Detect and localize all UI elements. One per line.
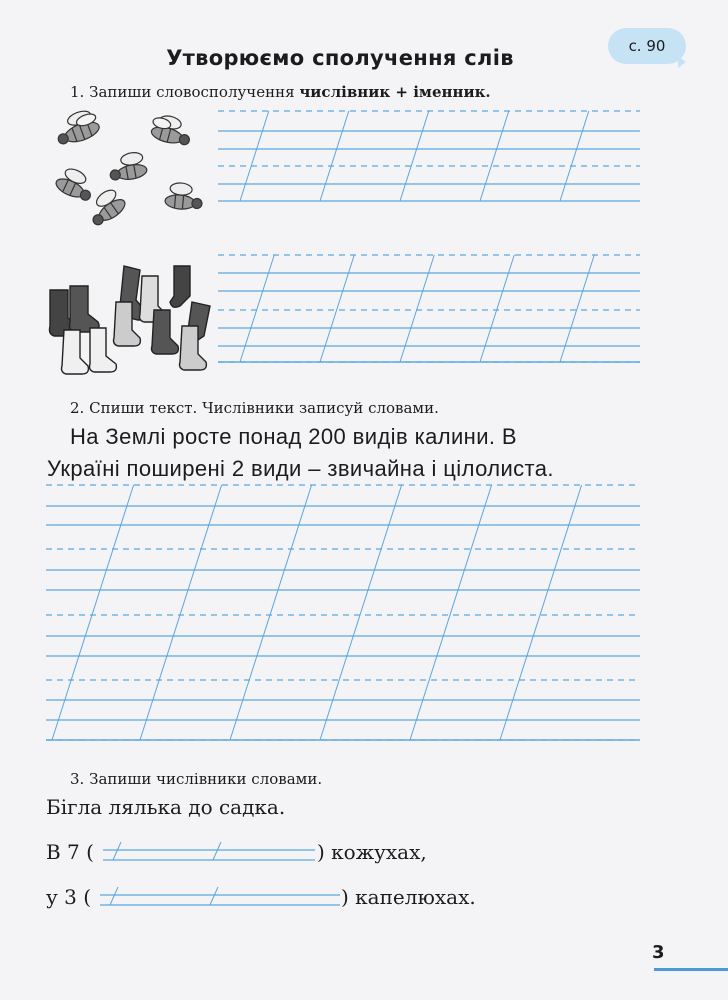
task-3-poem-line-2-suffix: ) кожухах, — [317, 840, 427, 864]
task-2-text-line-2: Україні поширені 2 види – звичайна і цілолиста. — [47, 456, 554, 481]
task-2-instruction — [70, 399, 439, 417]
page-reference-badge: с. 90 — [608, 28, 686, 64]
ruling-line — [240, 111, 269, 201]
ruling-line — [500, 485, 582, 740]
bees-icon — [42, 110, 212, 235]
task-3-poem-line-3-prefix: у 3 ( — [46, 885, 92, 909]
ruling-line — [320, 485, 402, 740]
task-3-text: Запиши числівники словами. — [89, 770, 323, 788]
ruling-line — [140, 485, 222, 740]
task-3-poem-line-2-prefix: В 7 ( — [46, 840, 94, 864]
task-1-bold-text: числівник + іменник. — [299, 83, 491, 101]
socks-icon — [42, 262, 217, 377]
task-1-instruction — [70, 83, 491, 101]
page-number: 3 — [652, 942, 665, 963]
page-title: Утворюємо сполучення слів — [166, 46, 514, 70]
task-3-number: 3. — [70, 770, 85, 788]
ruling-line — [400, 111, 429, 201]
task-1-text: Запиши словосполучення — [89, 83, 300, 101]
task-1-number: 1. — [70, 83, 85, 101]
ruling-line — [52, 485, 134, 740]
answer-blank-7[interactable] — [100, 838, 315, 864]
ruling-line — [410, 485, 492, 740]
badge-tail — [678, 56, 686, 68]
ruling-line — [560, 111, 589, 201]
ruling-line — [480, 111, 509, 201]
task-3-poem-line-1: Бігла лялька до садка. — [46, 795, 286, 819]
page-number-bar — [654, 968, 728, 971]
answer-blank-3[interactable] — [98, 883, 338, 909]
task-3-poem-line-3-suffix: ) капелюхах. — [341, 885, 476, 909]
task-2-text-line-1: На Землі росте понад 200 видів калини. В — [70, 424, 517, 449]
ruling-line — [320, 111, 349, 201]
ruling-line — [230, 485, 312, 740]
task-2-text: Спиши текст. Числівники записуй словами. — [89, 399, 439, 417]
task-3-instruction — [70, 770, 322, 788]
task-2-number: 2. — [70, 399, 85, 417]
